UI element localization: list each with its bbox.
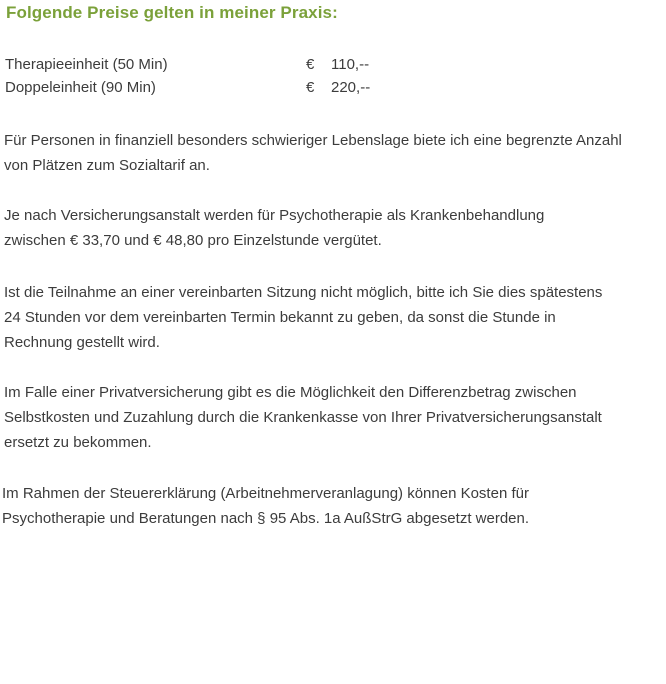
- paragraph-private-insurance: [4, 380, 664, 455]
- currency-symbol: €: [306, 79, 315, 96]
- paragraph-insurance-refund: [4, 203, 664, 253]
- text-line: von Plätzen zum Sozialtarif an.: [4, 157, 210, 174]
- currency-symbol: €: [306, 56, 315, 73]
- price-row-double-unit: [5, 77, 425, 99]
- text-line: Im Rahmen der Steuererklärung (Arbeitnehmerveranlagung) können Kosten für: [2, 485, 529, 502]
- price-label: Therapieeinheit (50 Min): [5, 56, 168, 73]
- paragraph-social-tariff: [4, 128, 664, 178]
- text-line: Ist die Teilnahme an einer vereinbarten Sitzung nicht möglich, bitte ich Sie dies spätestens: [4, 284, 603, 301]
- text-line: 24 Stunden vor dem vereinbarten Termin bekannt zu geben, da sonst die Stunde in: [4, 309, 556, 326]
- text-line: Rechnung gestellt wird.: [4, 334, 160, 351]
- price-label: Doppeleinheit (90 Min): [5, 79, 156, 96]
- price-amount: 110,--: [331, 56, 370, 73]
- text-line: ersetzt zu bekommen.: [4, 434, 152, 451]
- text-line: Selbstkosten und Zuzahlung durch die Krankenkasse von Ihrer Privatversicherungsanstalt: [4, 409, 602, 426]
- text-line: Für Personen in finanziell besonders schwieriger Lebenslage biete ich eine begrenzte Anzahl: [4, 132, 622, 149]
- price-row-therapy-unit: [5, 54, 425, 76]
- text-line: Im Falle einer Privatversicherung gibt es die Möglichkeit den Differenzbetrag zwischen: [4, 384, 577, 401]
- text-line: Je nach Versicherungsanstalt werden für Psychotherapie als Krankenbehandlung: [4, 207, 545, 224]
- price-amount: 220,--: [331, 79, 371, 96]
- page-heading: Folgende Preise gelten in meiner Praxis:: [6, 3, 338, 22]
- text-line: Psychotherapie und Beratungen nach § 95 Abs. 1a AußStrG abgesetzt werden.: [2, 510, 530, 527]
- paragraph-tax-deduction: [2, 481, 662, 531]
- paragraph-cancellation-policy: [4, 280, 664, 355]
- text-line: zwischen € 33,70 und € 48,80 pro Einzelstunde vergütet.: [4, 232, 382, 249]
